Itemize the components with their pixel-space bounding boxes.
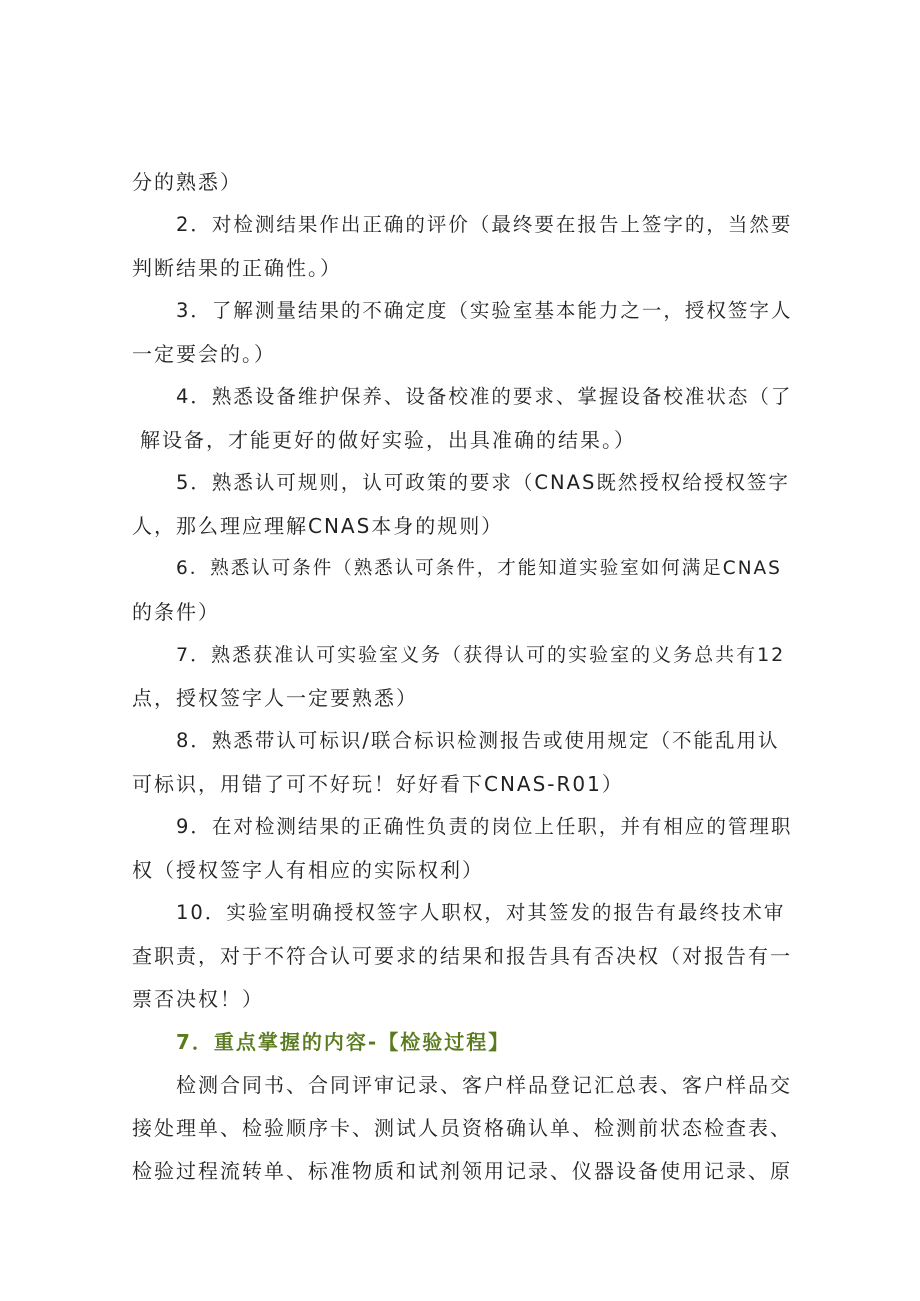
text-line: 判断结果的正确性。） (132, 256, 342, 280)
paragraph-line: 检测合同书、合同评审记录、客户样品登记汇总表、客户样品交 (176, 1073, 792, 1097)
list-item-2: 2．对检测结果作出正确的评价（最终要在报告上签字的，当然要 (176, 213, 793, 236)
text-line: 一定要会的。） (132, 342, 276, 366)
text-line: 分的熟悉） (132, 170, 242, 194)
text-line: 权（授权签字人有相应的实际权利） (132, 858, 484, 882)
text-line: 票否决权！） (132, 987, 264, 1011)
paragraph-line: 检验过程流转单、标准物质和试剂领用记录、仪器设备使用记录、原 (132, 1159, 792, 1183)
text-line: 查职责，对于不符合认可要求的结果和报告具有否决权（对报告有一 (132, 944, 792, 968)
text-line: 人，那么理应理解CNAS本身的规则） (132, 514, 504, 538)
list-item-9: 9．在对检测结果的正确性负责的岗位上任职，并有相应的管理职 (176, 815, 793, 838)
text-line: 解设备，才能更好的做好实验，出具准确的结果。） (140, 428, 636, 452)
text-line: 的条件） (132, 600, 220, 624)
list-item-8: 8．熟悉带认可标识/联合标识检测报告或使用规定（不能乱用认 (176, 729, 780, 752)
list-item-6: 6．熟悉认可条件（熟悉认可条件，才能知道实验室如何满足CNAS (176, 558, 782, 579)
text-line: 点，授权签字人一定要熟悉） (132, 686, 418, 710)
list-item-7: 7．熟悉获准认可实验室义务（获得认可的实验室的义务总共有12 (176, 644, 786, 666)
list-item-3: 3．了解测量结果的不确定度（实验室基本能力之一，授权签字人 (176, 299, 793, 322)
list-item-10: 10．实验室明确授权签字人职权，对其签发的报告有最终技术审 (176, 901, 786, 924)
list-item-5: 5．熟悉认可规则，认可政策的要求（CNAS既然授权给授权签字 (176, 471, 790, 494)
paragraph-line: 接处理单、检验顺序卡、测试人员资格确认单、检测前状态检查表、 (132, 1116, 792, 1140)
section-heading: 7．重点掌握的内容-【检验过程】 (176, 1030, 511, 1054)
list-item-4: 4．熟悉设备维护保养、设备校准的要求、掌握设备校准状态（了 (176, 385, 793, 408)
text-line: 可标识，用错了可不好玩！好好看下CNAS-R01） (132, 772, 624, 796)
